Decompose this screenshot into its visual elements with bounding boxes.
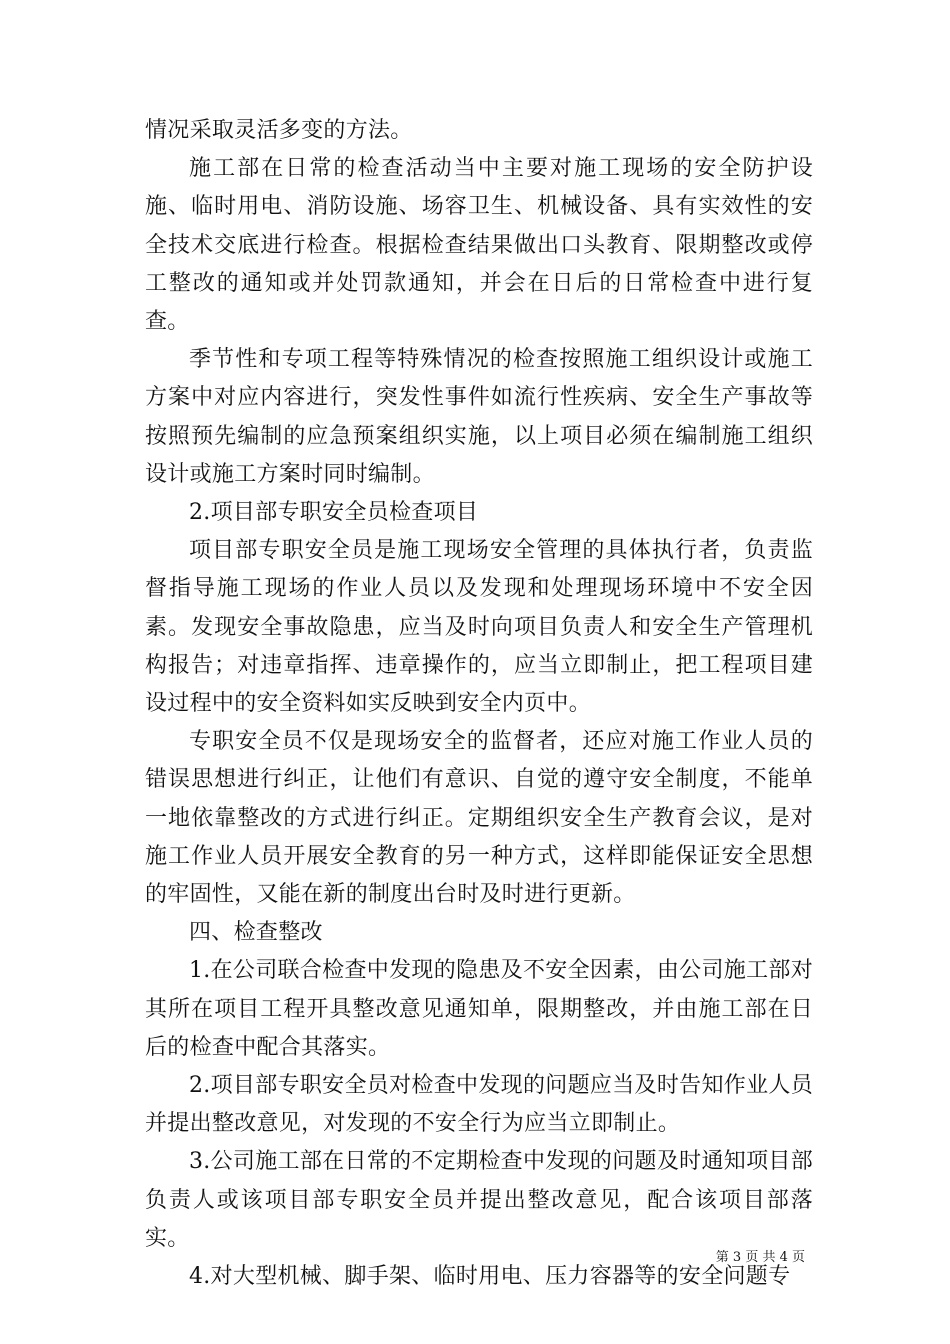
list-item: 2.项目部专职安全员对检查中发现的问题应当及时告知作业人员并提出整改意见，对发现的不安全行为应当立即制止。 xyxy=(145,1073,813,1137)
list-item: 1.在公司联合检查中发现的隐患及不安全因素，由公司施工部对其所在项目工程开具整改意见通知单，限期整改，并由施工部在日后的检查中配合其落实。 xyxy=(145,958,813,1060)
section-heading: 四、检查整改 xyxy=(189,920,323,946)
paragraph: 专职安全员不仅是现场安全的监督者，还应对施工作业人员的错误思想进行纠正，让他们有意识、自觉的遵守安全制度，不能单一地依靠整改的方式进行纠正。定期组织安全生产教育会议，是对施工作业人员开展安全教育的另一种方式，这样即能保证安全思想的牢固性，又能在新的制度出台时及时进行更新。 xyxy=(145,729,813,908)
paragraph-continuation: 情况采取灵活多变的方法。 xyxy=(145,118,413,143)
paragraph: 季节性和专项工程等特殊情况的检查按照施工组织设计或施工方案中对应内容进行，突发性事件如流行性疾病、安全生产事故等按照预先编制的应急预案组织实施，以上项目必须在编制施工组织设计或施工方案时同时编制。 xyxy=(145,347,813,487)
section-heading: 2.项目部专职安全员检查项目 xyxy=(189,500,479,526)
list-item: 3.公司施工部在日常的不定期检查中发现的问题及时通知项目部负责人或该项目部专职安全员并提出整改意见，配合该项目部落实。 xyxy=(145,1149,813,1251)
list-item: 4.对大型机械、脚手架、临时用电、压力容器等的安全问题专 xyxy=(189,1264,791,1290)
paragraph: 项目部专职安全员是施工现场安全管理的具体执行者，负责监督指导施工现场的作业人员以及发现和处理现场环境中不安全因素。发现安全事故隐患，应当及时向项目负责人和安全生产管理机构报告；对违章指挥、违章操作的，应当立即制止，把工程项目建设过程中的安全资料如实反映到安全内页中。 xyxy=(145,538,813,717)
document-body xyxy=(145,112,813,1296)
paragraph: 施工部在日常的检查活动当中主要对施工现场的安全防护设施、临时用电、消防设施、场容卫生、机械设备、具有实效性的安全技术交底进行检查。根据检查结果做出口头教育、限期整改或停工整改的通知或并处罚款通知，并会在日后的日常检查中进行复查。 xyxy=(145,156,813,335)
page-number: 第 3 页 共 4 页 xyxy=(715,1250,805,1265)
